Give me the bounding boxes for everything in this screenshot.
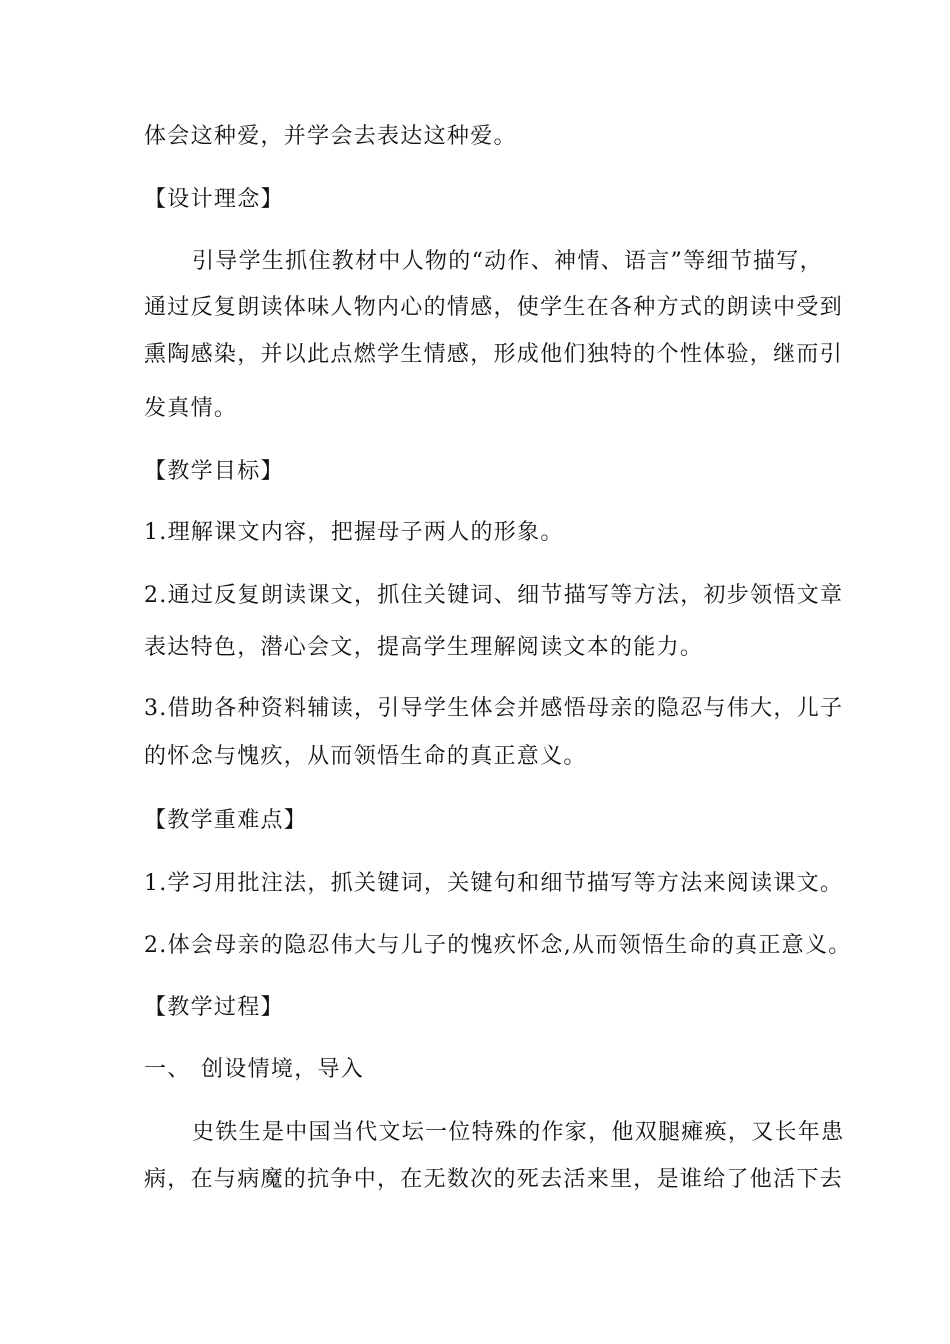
design-concept-line-2: 通过反复朗读体味人物内心的情感，使学生在各种方式的朗读中受到 <box>144 295 844 320</box>
key-point-item-1: 1.学习用批注法，抓关键词，关键句和细节描写等方法来阅读课文。 <box>144 871 844 896</box>
design-concept-heading: 【设计理念】 <box>144 187 284 212</box>
design-concept-line-4: 发真情。 <box>144 396 238 421</box>
teaching-goal-item-2-line-1: 2.通过反复朗读课文，抓住关键词、细节描写等方法，初步领悟文章 <box>144 583 844 608</box>
process-para-line-1: 史铁生是中国当代文坛一位特殊的作家，他双腿瘫痪，又长年患 <box>192 1120 845 1145</box>
teaching-goal-item-3-line-1: 3.借助各种资料辅读，引导学生体会并感悟母亲的隐忍与伟大，儿子 <box>144 696 844 721</box>
design-concept-line-3: 熏陶感染，并以此点燃学生情感，形成他们独特的个性体验，继而引 <box>144 342 844 367</box>
process-step-1-number: 一、 <box>144 1057 191 1082</box>
process-para-line-2: 病，在与病魔的抗争中，在无数次的死去活来里，是谁给了他活下去 <box>144 1167 844 1192</box>
key-points-heading: 【教学重难点】 <box>144 808 308 833</box>
design-concept-line-1: 引导学生抓住教材中人物的“动作、神情、语言”等细节描写， <box>192 249 823 274</box>
teaching-goals-heading: 【教学目标】 <box>144 459 284 484</box>
teaching-goal-item-1: 1.理解课文内容，把握母子两人的形象。 <box>144 520 564 545</box>
process-heading: 【教学过程】 <box>144 995 284 1020</box>
teaching-goal-item-2-line-2: 表达特色，潜心会文，提高学生理解阅读文本的能力。 <box>144 635 704 660</box>
process-step-1-title: 创设情境，导入 <box>201 1057 365 1082</box>
intro-tail-line: 体会这种爱，并学会去表达这种爱。 <box>144 124 517 149</box>
teaching-goal-item-3-line-2: 的怀念与愧疚，从而领悟生命的真正意义。 <box>144 744 587 769</box>
key-point-item-2: 2.体会母亲的隐忍伟大与儿子的愧疚怀念,从而领悟生命的真正意义。 <box>144 933 852 958</box>
